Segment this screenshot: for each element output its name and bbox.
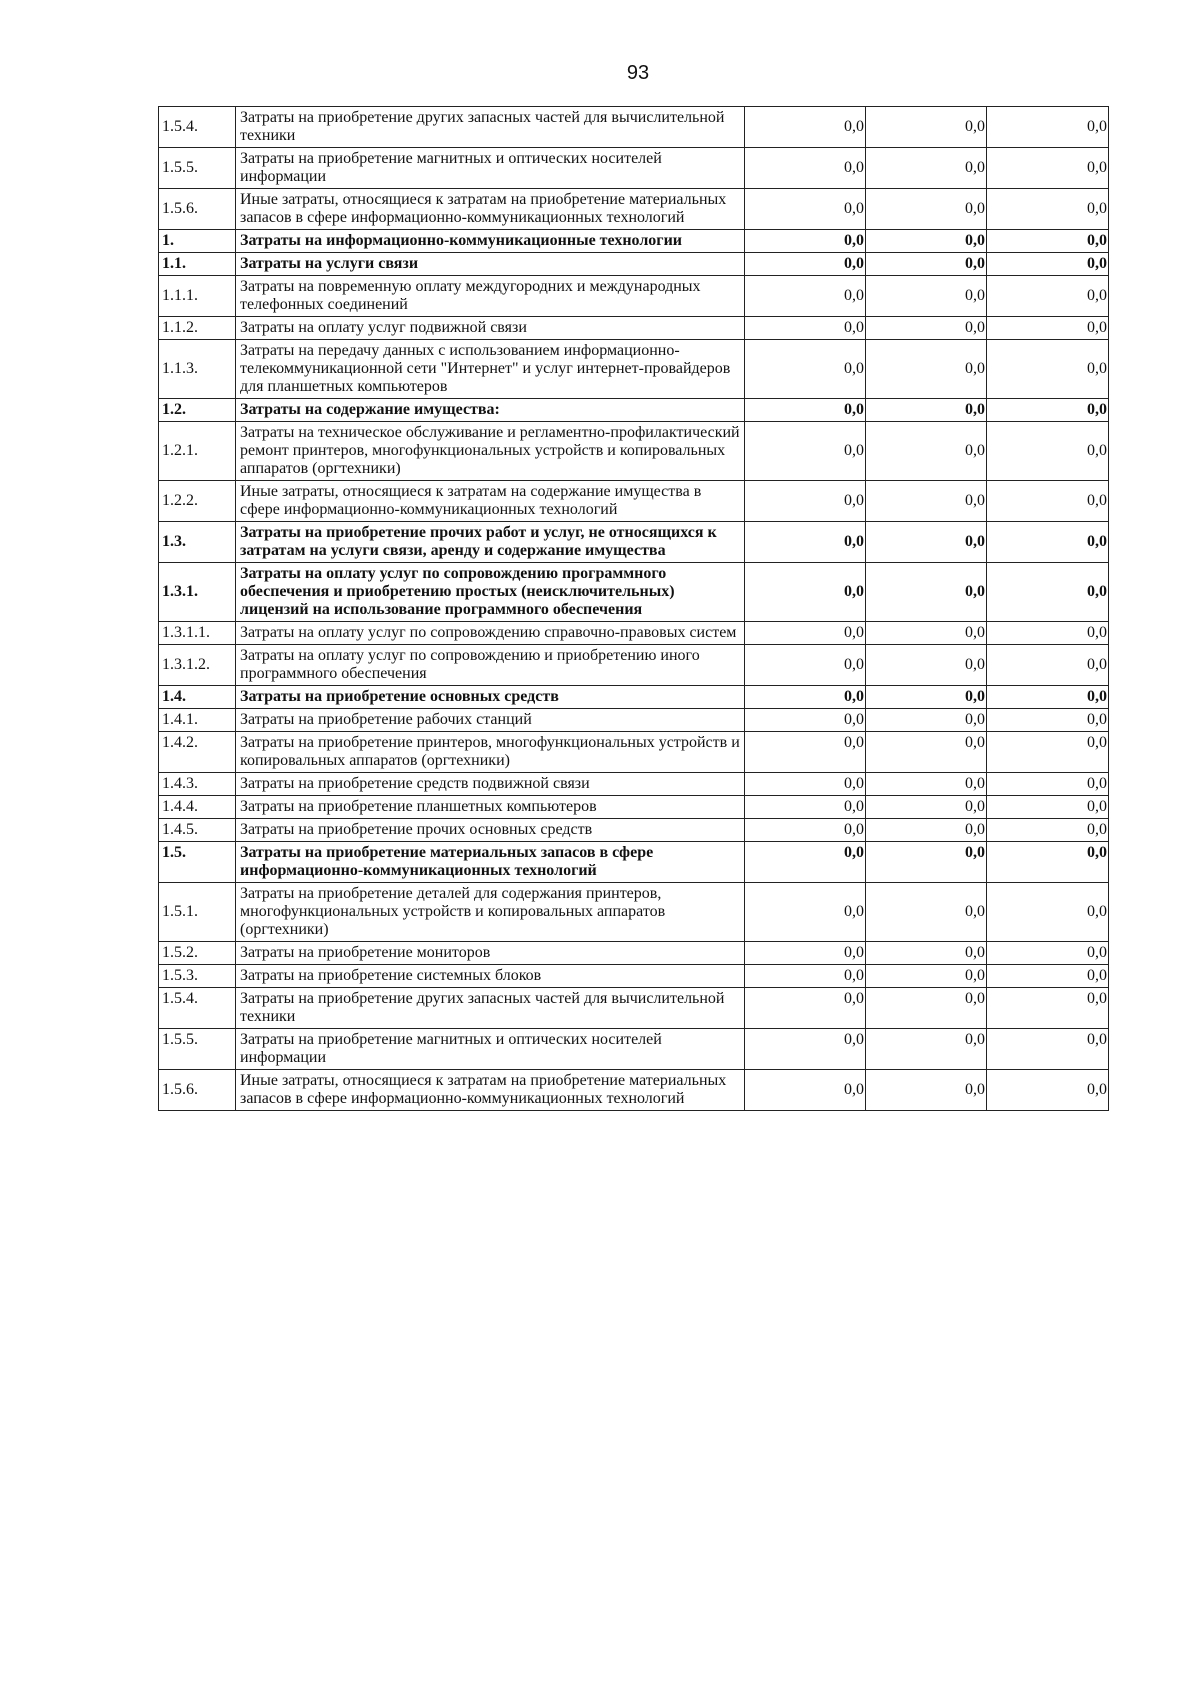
row-description: Затраты на приобретение принтеров, многофункциональных устройств и копировальных аппаратов (оргтехники) (236, 732, 745, 773)
row-value-1: 0,0 (745, 522, 866, 563)
row-value-1: 0,0 (745, 883, 866, 942)
table-row (159, 422, 1109, 481)
row-description: Затраты на приобретение прочих работ и услуг, не относящихся к затратам на услуги связи, аренду и содержание имущества (236, 522, 745, 563)
row-value-2: 0,0 (866, 481, 987, 522)
row-value-3: 0,0 (987, 189, 1109, 230)
table-row (159, 773, 1109, 796)
row-value-1: 0,0 (745, 317, 866, 340)
table-row (159, 253, 1109, 276)
row-value-2: 0,0 (866, 148, 987, 189)
row-value-3: 0,0 (987, 563, 1109, 622)
table-row (159, 842, 1109, 883)
row-value-2: 0,0 (866, 883, 987, 942)
cost-table (158, 106, 1109, 1111)
row-value-3: 0,0 (987, 522, 1109, 563)
row-code: 1.5.1. (159, 883, 236, 942)
row-value-3: 0,0 (987, 107, 1109, 148)
row-value-3: 0,0 (987, 796, 1109, 819)
table-row (159, 622, 1109, 645)
row-value-2: 0,0 (866, 965, 987, 988)
row-code: 1.2.2. (159, 481, 236, 522)
row-value-3: 0,0 (987, 317, 1109, 340)
row-value-3: 0,0 (987, 253, 1109, 276)
row-value-3: 0,0 (987, 340, 1109, 399)
row-code: 1.3. (159, 522, 236, 563)
row-value-2: 0,0 (866, 317, 987, 340)
row-value-3: 0,0 (987, 686, 1109, 709)
row-value-2: 0,0 (866, 686, 987, 709)
table-row (159, 189, 1109, 230)
row-value-1: 0,0 (745, 276, 866, 317)
row-value-1: 0,0 (745, 563, 866, 622)
table-row (159, 965, 1109, 988)
row-value-1: 0,0 (745, 1029, 866, 1070)
row-code: 1.5.6. (159, 1070, 236, 1111)
row-value-1: 0,0 (745, 481, 866, 522)
row-value-1: 0,0 (745, 148, 866, 189)
row-value-2: 0,0 (866, 1070, 987, 1111)
row-description: Затраты на приобретение других запасных частей для вычислительной техники (236, 107, 745, 148)
table-row (159, 1070, 1109, 1111)
row-code: 1.2.1. (159, 422, 236, 481)
table-row (159, 883, 1109, 942)
row-description: Затраты на информационно-коммуникационные технологии (236, 230, 745, 253)
row-code: 1.3.1. (159, 563, 236, 622)
table-body (159, 107, 1109, 1111)
row-value-2: 0,0 (866, 842, 987, 883)
row-value-3: 0,0 (987, 988, 1109, 1029)
row-description: Затраты на повременную оплату междугородних и международных телефонных соединений (236, 276, 745, 317)
table-row (159, 399, 1109, 422)
row-value-3: 0,0 (987, 276, 1109, 317)
row-value-3: 0,0 (987, 399, 1109, 422)
row-value-2: 0,0 (866, 1029, 987, 1070)
row-description: Затраты на приобретение других запасных частей для вычислительной техники (236, 988, 745, 1029)
row-description: Затраты на техническое обслуживание и регламентно-профилактический ремонт принтеров, многофункциональных устройств и копировальных аппаратов (оргтехники) (236, 422, 745, 481)
table-row (159, 317, 1109, 340)
row-description: Иные затраты, относящиеся к затратам на приобретение материальных запасов в сфере информационно-коммуникационных технологий (236, 1070, 745, 1111)
row-code: 1.4.4. (159, 796, 236, 819)
row-code: 1.5.3. (159, 965, 236, 988)
row-value-3: 0,0 (987, 645, 1109, 686)
row-value-3: 0,0 (987, 883, 1109, 942)
row-code: 1.1.2. (159, 317, 236, 340)
table-row (159, 481, 1109, 522)
row-value-2: 0,0 (866, 622, 987, 645)
table-row (159, 148, 1109, 189)
row-code: 1.1.3. (159, 340, 236, 399)
row-code: 1.5.4. (159, 107, 236, 148)
row-value-1: 0,0 (745, 189, 866, 230)
row-code: 1. (159, 230, 236, 253)
table-row (159, 276, 1109, 317)
row-value-1: 0,0 (745, 253, 866, 276)
row-description: Затраты на приобретение магнитных и оптических носителей информации (236, 148, 745, 189)
row-value-3: 0,0 (987, 148, 1109, 189)
row-value-1: 0,0 (745, 230, 866, 253)
row-description: Затраты на приобретение системных блоков (236, 965, 745, 988)
row-description: Затраты на приобретение магнитных и оптических носителей информации (236, 1029, 745, 1070)
row-value-1: 0,0 (745, 399, 866, 422)
row-value-2: 0,0 (866, 796, 987, 819)
row-code: 1.1.1. (159, 276, 236, 317)
table-row (159, 819, 1109, 842)
row-value-2: 0,0 (866, 230, 987, 253)
row-description: Затраты на оплату услуг по сопровождению программного обеспечения и приобретению простых (неисключительных) лицензий на использование программного обеспечения (236, 563, 745, 622)
row-code: 1.5.4. (159, 988, 236, 1029)
page-number: 93 (626, 62, 650, 84)
row-value-2: 0,0 (866, 732, 987, 773)
row-value-1: 0,0 (745, 773, 866, 796)
row-value-1: 0,0 (745, 107, 866, 148)
row-value-3: 0,0 (987, 709, 1109, 732)
row-value-2: 0,0 (866, 709, 987, 732)
row-description: Затраты на содержание имущества: (236, 399, 745, 422)
row-value-1: 0,0 (745, 622, 866, 645)
row-value-1: 0,0 (745, 422, 866, 481)
row-value-2: 0,0 (866, 189, 987, 230)
row-description: Затраты на приобретение средств подвижной связи (236, 773, 745, 796)
row-description: Затраты на приобретение основных средств (236, 686, 745, 709)
row-value-1: 0,0 (745, 988, 866, 1029)
row-description: Затраты на приобретение планшетных компьютеров (236, 796, 745, 819)
row-code: 1.4.5. (159, 819, 236, 842)
row-value-2: 0,0 (866, 107, 987, 148)
table-row (159, 732, 1109, 773)
row-description: Затраты на приобретение прочих основных средств (236, 819, 745, 842)
table-row (159, 563, 1109, 622)
table-row (159, 1029, 1109, 1070)
row-value-1: 0,0 (745, 842, 866, 883)
row-value-1: 0,0 (745, 732, 866, 773)
row-description: Затраты на оплату услуг подвижной связи (236, 317, 745, 340)
row-code: 1.5. (159, 842, 236, 883)
row-value-2: 0,0 (866, 819, 987, 842)
row-value-2: 0,0 (866, 340, 987, 399)
row-value-1: 0,0 (745, 965, 866, 988)
table-row (159, 107, 1109, 148)
row-value-3: 0,0 (987, 819, 1109, 842)
row-code: 1.3.1.1. (159, 622, 236, 645)
row-value-3: 0,0 (987, 773, 1109, 796)
row-value-1: 0,0 (745, 796, 866, 819)
table-row (159, 988, 1109, 1029)
row-value-2: 0,0 (866, 253, 987, 276)
row-description: Затраты на оплату услуг по сопровождению справочно-правовых систем (236, 622, 745, 645)
row-code: 1.1. (159, 253, 236, 276)
row-code: 1.4.2. (159, 732, 236, 773)
row-value-1: 0,0 (745, 1070, 866, 1111)
row-value-3: 0,0 (987, 965, 1109, 988)
row-value-3: 0,0 (987, 422, 1109, 481)
row-value-1: 0,0 (745, 645, 866, 686)
row-description: Затраты на приобретение мониторов (236, 942, 745, 965)
row-value-3: 0,0 (987, 842, 1109, 883)
row-value-2: 0,0 (866, 988, 987, 1029)
row-code: 1.5.5. (159, 1029, 236, 1070)
row-value-1: 0,0 (745, 819, 866, 842)
row-value-2: 0,0 (866, 645, 987, 686)
row-description: Затраты на приобретение рабочих станций (236, 709, 745, 732)
row-code: 1.4.1. (159, 709, 236, 732)
row-description: Иные затраты, относящиеся к затратам на приобретение материальных запасов в сфере информационно-коммуникационных технологий (236, 189, 745, 230)
row-value-3: 0,0 (987, 230, 1109, 253)
row-value-2: 0,0 (866, 522, 987, 563)
row-value-3: 0,0 (987, 1070, 1109, 1111)
table-row (159, 709, 1109, 732)
row-code: 1.4.3. (159, 773, 236, 796)
row-value-3: 0,0 (987, 732, 1109, 773)
row-value-3: 0,0 (987, 942, 1109, 965)
row-value-3: 0,0 (987, 1029, 1109, 1070)
row-description: Затраты на услуги связи (236, 253, 745, 276)
table-row (159, 686, 1109, 709)
row-code: 1.3.1.2. (159, 645, 236, 686)
row-value-2: 0,0 (866, 276, 987, 317)
table-row (159, 645, 1109, 686)
row-value-1: 0,0 (745, 942, 866, 965)
row-value-1: 0,0 (745, 340, 866, 399)
row-description: Затраты на оплату услуг по сопровождению и приобретению иного программного обеспечения (236, 645, 745, 686)
row-code: 1.5.6. (159, 189, 236, 230)
row-value-3: 0,0 (987, 481, 1109, 522)
row-value-2: 0,0 (866, 563, 987, 622)
row-description: Затраты на приобретение материальных запасов в сфере информационно-коммуникационных технологий (236, 842, 745, 883)
row-value-2: 0,0 (866, 942, 987, 965)
row-value-2: 0,0 (866, 773, 987, 796)
row-code: 1.5.5. (159, 148, 236, 189)
row-description: Иные затраты, относящиеся к затратам на содержание имущества в сфере информационно-коммуникационных технологий (236, 481, 745, 522)
table-row (159, 942, 1109, 965)
row-description: Затраты на приобретение деталей для содержания принтеров, многофункциональных устройств и копировальных аппаратов (оргтехники) (236, 883, 745, 942)
row-value-1: 0,0 (745, 686, 866, 709)
table-row (159, 340, 1109, 399)
row-code: 1.5.2. (159, 942, 236, 965)
row-code: 1.4. (159, 686, 236, 709)
table-row (159, 522, 1109, 563)
row-value-1: 0,0 (745, 709, 866, 732)
row-value-2: 0,0 (866, 399, 987, 422)
table-row (159, 230, 1109, 253)
row-code: 1.2. (159, 399, 236, 422)
row-value-2: 0,0 (866, 422, 987, 481)
row-value-3: 0,0 (987, 622, 1109, 645)
table-row (159, 796, 1109, 819)
row-description: Затраты на передачу данных с использованием информационно-телекоммуникационной сети "Интернет" и услуг интернет-провайдеров для планшетных компьютеров (236, 340, 745, 399)
